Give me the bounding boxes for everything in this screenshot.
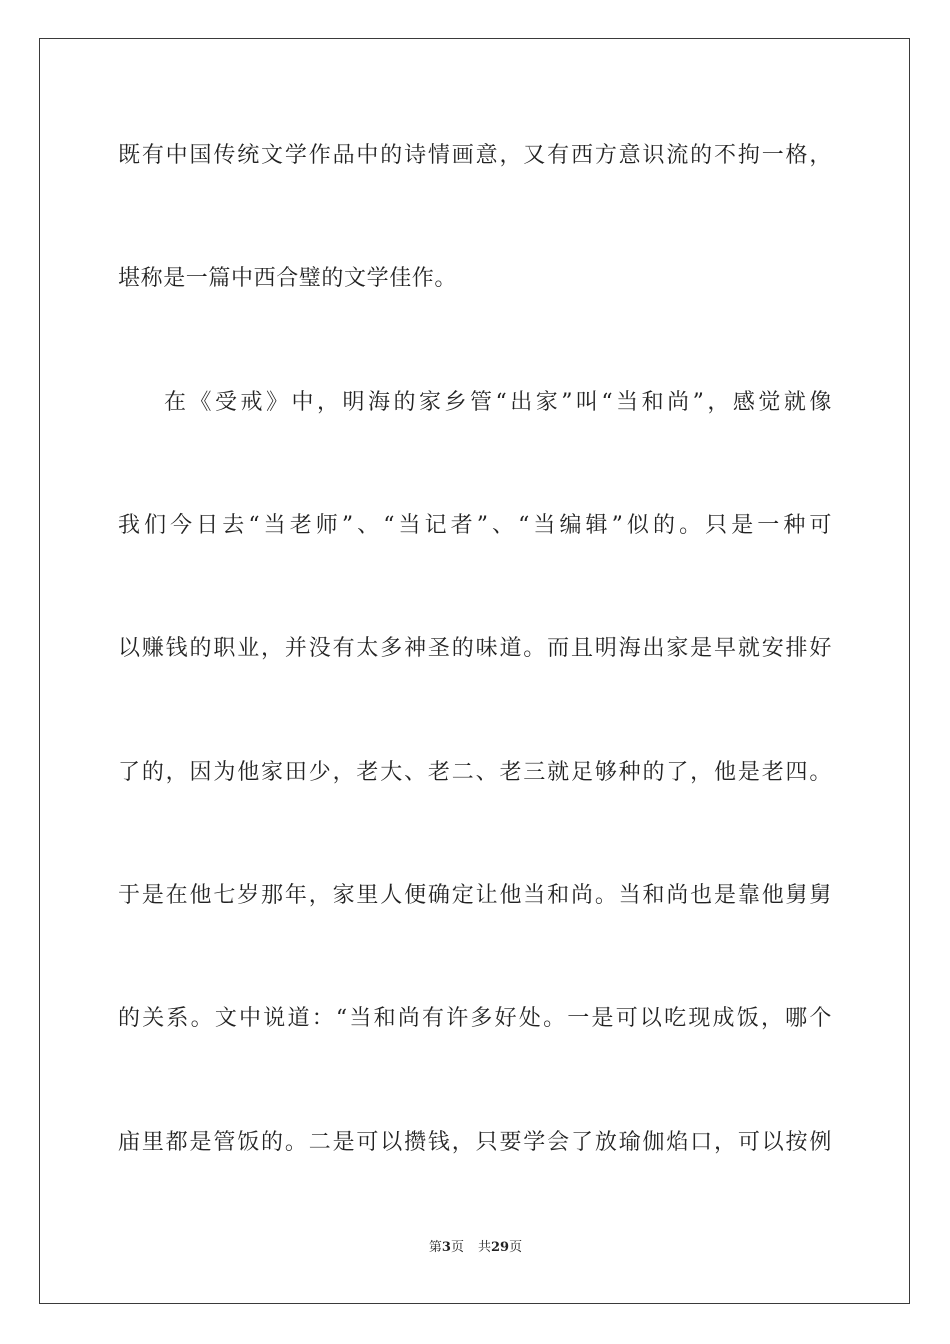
page-number: 3 bbox=[441, 1240, 451, 1255]
paragraph-line: 的关系。文中说道：“当和尚有许多好处。一是可以吃现成饭，哪个 bbox=[118, 1006, 832, 1031]
paragraph-line: 了的，因为他家田少，老大、老二、老三就足够种的了，他是老四。 bbox=[118, 760, 832, 785]
paragraph-line: 我们今日去“当老师”、“当记者”、“当编辑”似的。只是一种可 bbox=[118, 513, 832, 538]
page-footer bbox=[40, 1236, 911, 1255]
page-label-suffix: 页 bbox=[450, 1240, 464, 1255]
page-label-prefix: 第 bbox=[428, 1240, 442, 1255]
total-label-suffix: 页 bbox=[509, 1240, 523, 1255]
paragraph-line: 在《受戒》中，明海的家乡管“出家”叫“当和尚”，感觉就像 bbox=[164, 390, 832, 415]
total-pages: 29 bbox=[490, 1240, 510, 1255]
paragraph-line: 庙里都是管饭的。二是可以攒钱，只要学会了放瑜伽焰口，可以按例 bbox=[118, 1130, 832, 1155]
paragraph-line: 于是在他七岁那年，家里人便确定让他当和尚。当和尚也是靠他舅舅 bbox=[118, 883, 832, 908]
paragraph-line: 以赚钱的职业，并没有太多神圣的味道。而且明海出家是早就安排好 bbox=[118, 636, 832, 661]
total-label-prefix: 共 bbox=[477, 1240, 491, 1255]
paragraph-line: 既有中国传统文学作品中的诗情画意，又有西方意识流的不拘一格， bbox=[118, 143, 832, 168]
document-page bbox=[39, 38, 910, 1304]
paragraph-line: 堪称是一篇中西合璧的文学佳作。 bbox=[118, 266, 458, 291]
